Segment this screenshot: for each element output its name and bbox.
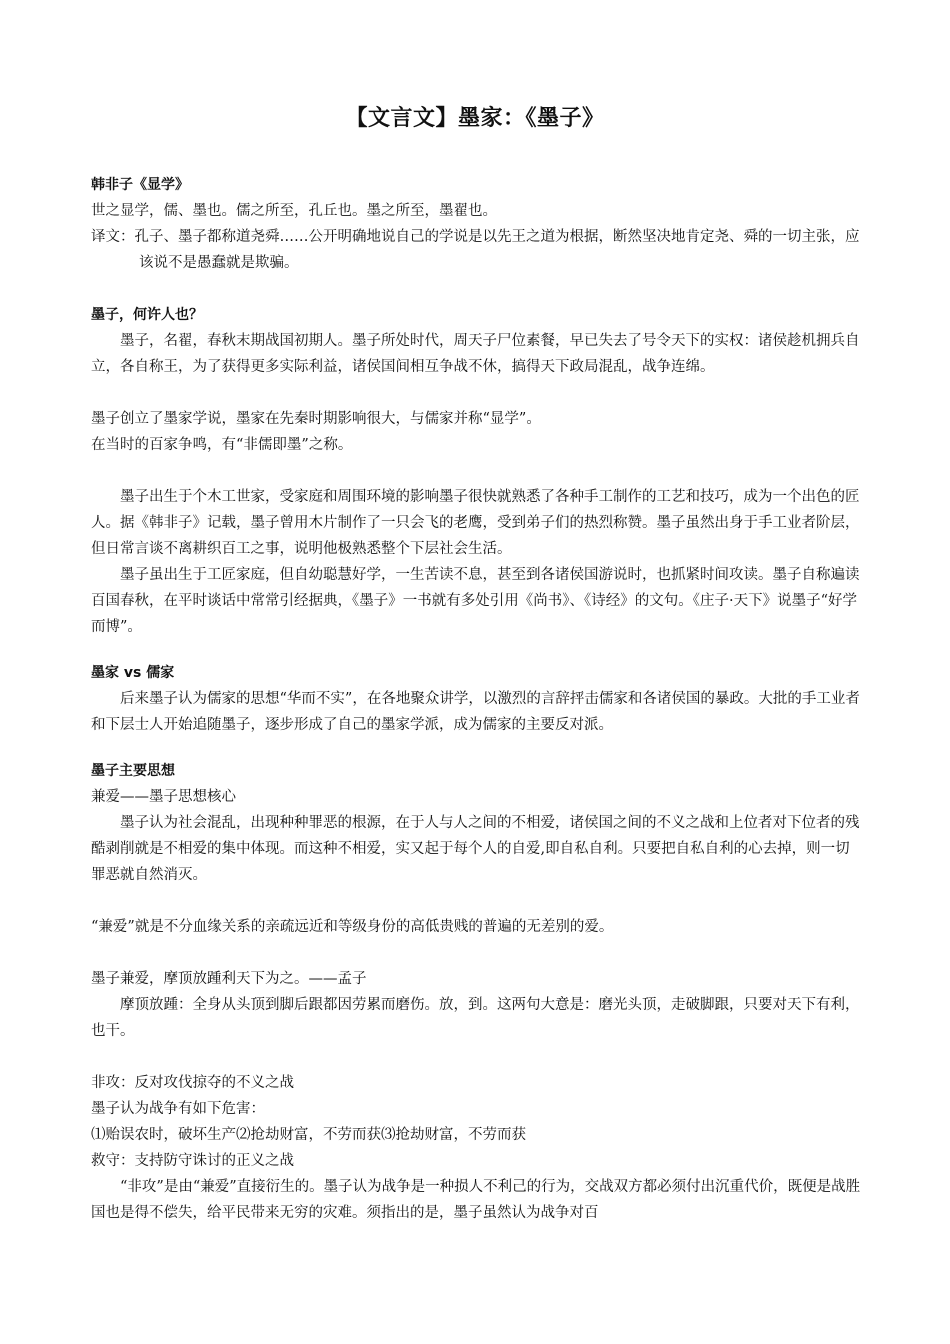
translation-paragraph: 译文：孔子、墨子都称道尧舜……公开明确地说自己的学说是以先王之道为根据，断然坚决地肯定尧、舜的一切主张，应该说不是愚蠢就是欺骗。: [91, 229, 860, 271]
paragraph: “兼爱”就是不分血缘关系的亲疏远近和等级身份的高低贵贱的普遍的无差别的爱。: [91, 919, 614, 935]
paragraph: 后来墨子认为儒家的思想“华而不实”，在各地聚众讲学，以激烈的言辞抨击儒家和各诸侯国的暴政。大批的手工业者和下层士人开始追随墨子，逐步形成了自己的墨家学派，成为儒家的主要反对派。: [91, 691, 860, 733]
paragraph: 救守：支持防守诛讨的正义之战: [91, 1153, 294, 1169]
paragraph: 摩顶放踵：全身从头顶到脚后跟都因劳累而磨伤。放，到。这两句大意是：磨光头顶，走破脚跟，只要对天下有利，也干。: [91, 997, 860, 1039]
page-title: 【文言文】墨家：《墨子》: [345, 106, 605, 131]
paragraph: 在当时的百家争鸣，有“非儒即墨”之称。: [91, 437, 353, 453]
section-heading-mojia-vs-rujia: 墨家 vs 儒家: [91, 665, 175, 681]
section-heading-xianxue: 韩非子《显学》: [91, 177, 189, 193]
document-body: [91, 172, 861, 1226]
spacer: [91, 640, 861, 660]
spacer: [91, 276, 861, 302]
spacer: [91, 738, 861, 758]
spacer: [91, 380, 861, 406]
paragraph: 墨子虽出生于工匠家庭，但自幼聪慧好学，一生苦读不息，甚至到各诸侯国游说时，也抓紧时间攻读。墨子自称遍读百国春秋，在平时谈话中常常引经据典，《墨子》一书就有多处引用《尚书》、《诗经》的文句。《庄子·天下》说墨子“好学而博”。: [91, 567, 860, 635]
quote-mengzi: 墨子兼爱，摩顶放踵利天下为之。——孟子: [91, 971, 367, 987]
paragraph: 墨子认为社会混乱，出现种种罪恶的根源，在于人与人之间的不相爱，诸侯国之间的不义之战和上位者对下位者的残酷剥削就是不相爱的集中体现。而这种不相爱，实又起于每个人的自爱,即自私自利。只要把自私自利的心去掉，则一切罪恶就自然消灭。: [91, 815, 860, 883]
paragraph: 墨子，名翟，春秋末期战国初期人。墨子所处时代，周天子尸位素餐，早已失去了号令天下的实权：诸侯趁机拥兵自立，各自称王，为了获得更多实际利益，诸侯国间相互争战不休，搞得天下政局混乱，战争连绵。: [91, 333, 860, 375]
spacer: [91, 458, 861, 484]
subheading-jianai: 兼爱——墨子思想核心: [91, 789, 236, 805]
paragraph: 墨子创立了墨家学说，墨家在先秦时期影响很大，与儒家并称“显学”。: [91, 411, 541, 427]
paragraph: 墨子出生于个木工世家，受家庭和周围环境的影响墨子很快就熟悉了各种手工制作的工艺和技巧，成为一个出色的匠人。据《韩非子》记载，墨子曾用木片制作了一只会飞的老鹰，受到弟子们的热烈称赞。墨子虽然出身于手工业者阶层，但日常言谈不离耕织百工之事，说明他极熟悉整个下层社会生活。: [91, 489, 860, 557]
paragraph: 墨子认为战争有如下危害：: [91, 1101, 265, 1117]
spacer: [91, 1044, 861, 1070]
list-line: ⑴贻误农时，破坏生产⑵抢劫财富，不劳而获⑶抢劫财富，不劳而获: [91, 1127, 526, 1143]
paragraph: “非攻”是由“兼爱”直接衍生的。墨子认为战争是一种损人不利己的行为，交战双方都必须付出沉重代价，既便是战胜国也是得不偿失，给平民带来无穷的灾难。须指出的是，墨子虽然认为战争对百: [91, 1179, 861, 1221]
paragraph: 非攻：反对攻伐掠夺的不义之战: [91, 1075, 294, 1091]
section-heading-main-thoughts: 墨子主要思想: [91, 763, 175, 779]
section-heading-mozi-who: 墨子，何许人也？: [91, 307, 203, 323]
paragraph: 世之显学，儒、墨也。儒之所至，孔丘也。墨之所至，墨翟也。: [91, 203, 497, 219]
spacer: [91, 888, 861, 914]
spacer: [91, 940, 861, 966]
